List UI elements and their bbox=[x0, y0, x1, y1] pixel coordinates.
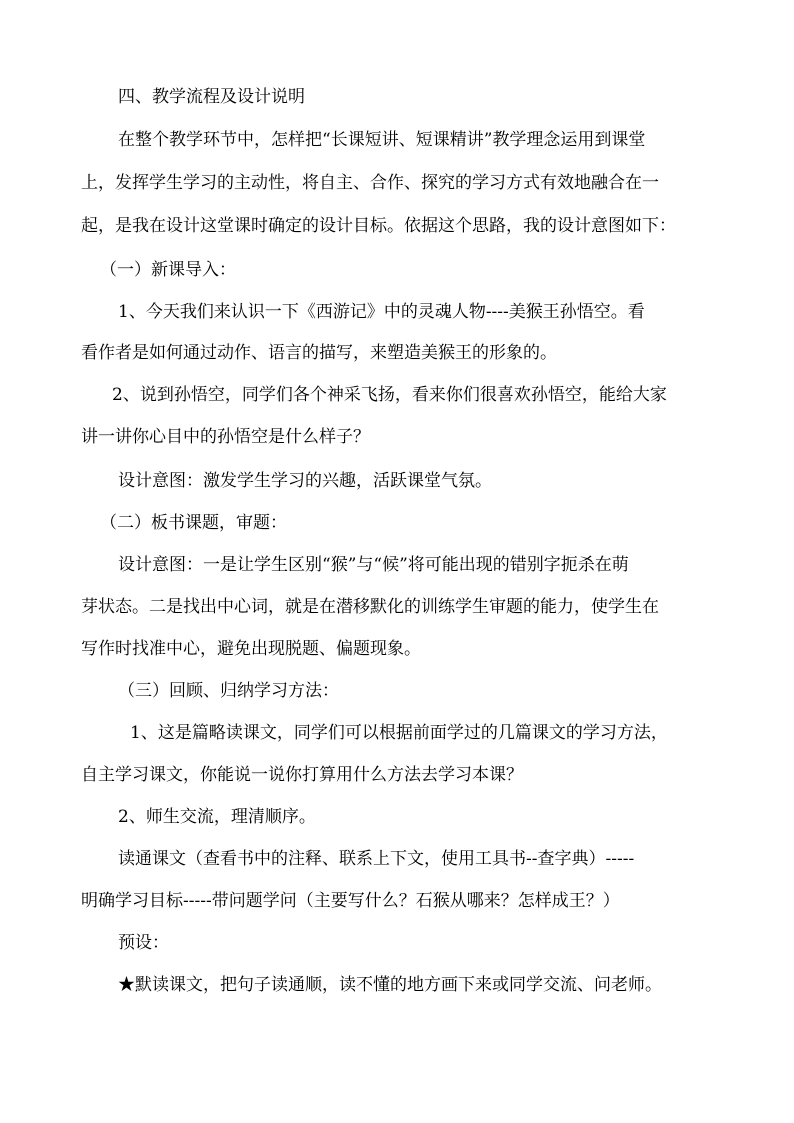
paragraph-line: 上，发挥学生学习的主动性，将自主、合作、探究的学习方式有效地融合在一 bbox=[81, 173, 659, 193]
paragraph-line: 设计意图：一是让学生区别“猴”与“候”将可能出现的错别字扼杀在萌 bbox=[118, 555, 629, 575]
paragraph-line: 明确学习目标-----带问题学问（主要写什么？石猴从哪来？怎样成王？） bbox=[81, 891, 620, 911]
paragraph-line: 预设： bbox=[118, 933, 169, 953]
paragraph-line: 2、说到孙悟空，同学们各个神采飞扬，看来你们很喜欢孙悟空，能给大家 bbox=[112, 385, 667, 405]
paragraph-line: 芽状态。二是找出中心词，就是在潜移默化的训练学生审题的能力，使学生在 bbox=[81, 597, 659, 617]
paragraph-line: 看作者是如何通过动作、语言的描写，来塑造美猴王的形象的。 bbox=[81, 343, 557, 363]
section-heading: 四、教学流程及设计说明 bbox=[118, 87, 305, 107]
paragraph-line: 设计意图：激发学生学习的兴趣，活跃课堂气氛。 bbox=[118, 471, 492, 491]
subsection-heading: （三）回顾、归纳学习方法： bbox=[118, 681, 339, 701]
paragraph-line: 在整个教学环节中，怎样把“长课短讲、短课精讲”教学理念运用到课堂 bbox=[118, 130, 646, 150]
subsection-heading: （二）板书课题，审题： bbox=[100, 513, 287, 533]
paragraph-line: 1、这是篇略读课文，同学们可以根据前面学过的几篇课文的学习方法， bbox=[130, 723, 668, 743]
paragraph-line: 自主学习课文，你能说一说你打算用什么方法去学习本课？ bbox=[81, 765, 523, 785]
paragraph-line: 讲一讲你心目中的孙悟空是什么样子？ bbox=[81, 427, 370, 447]
subsection-heading: （一）新课导入： bbox=[100, 260, 236, 280]
paragraph-line: 写作时找准中心，避免出现脱题、偏题现象。 bbox=[81, 639, 421, 659]
paragraph-line: 1、今天我们来认识一下《西游记》中的灵魂人物----美猴王孙悟空。看 bbox=[118, 302, 645, 322]
paragraph-line: ★默读课文，把句子读通顺，读不懂的地方画下来或同学交流、问老师。 bbox=[118, 975, 662, 995]
paragraph-line: 起，是我在设计这堂课时确定的设计目标。依据这个思路，我的设计意图如下： bbox=[81, 216, 676, 236]
paragraph-line: 读通课文（查看书中的注释、联系上下文，使用工具书--查字典）----- bbox=[118, 849, 635, 869]
paragraph-line: 2、师生交流，理清顺序。 bbox=[118, 807, 316, 827]
